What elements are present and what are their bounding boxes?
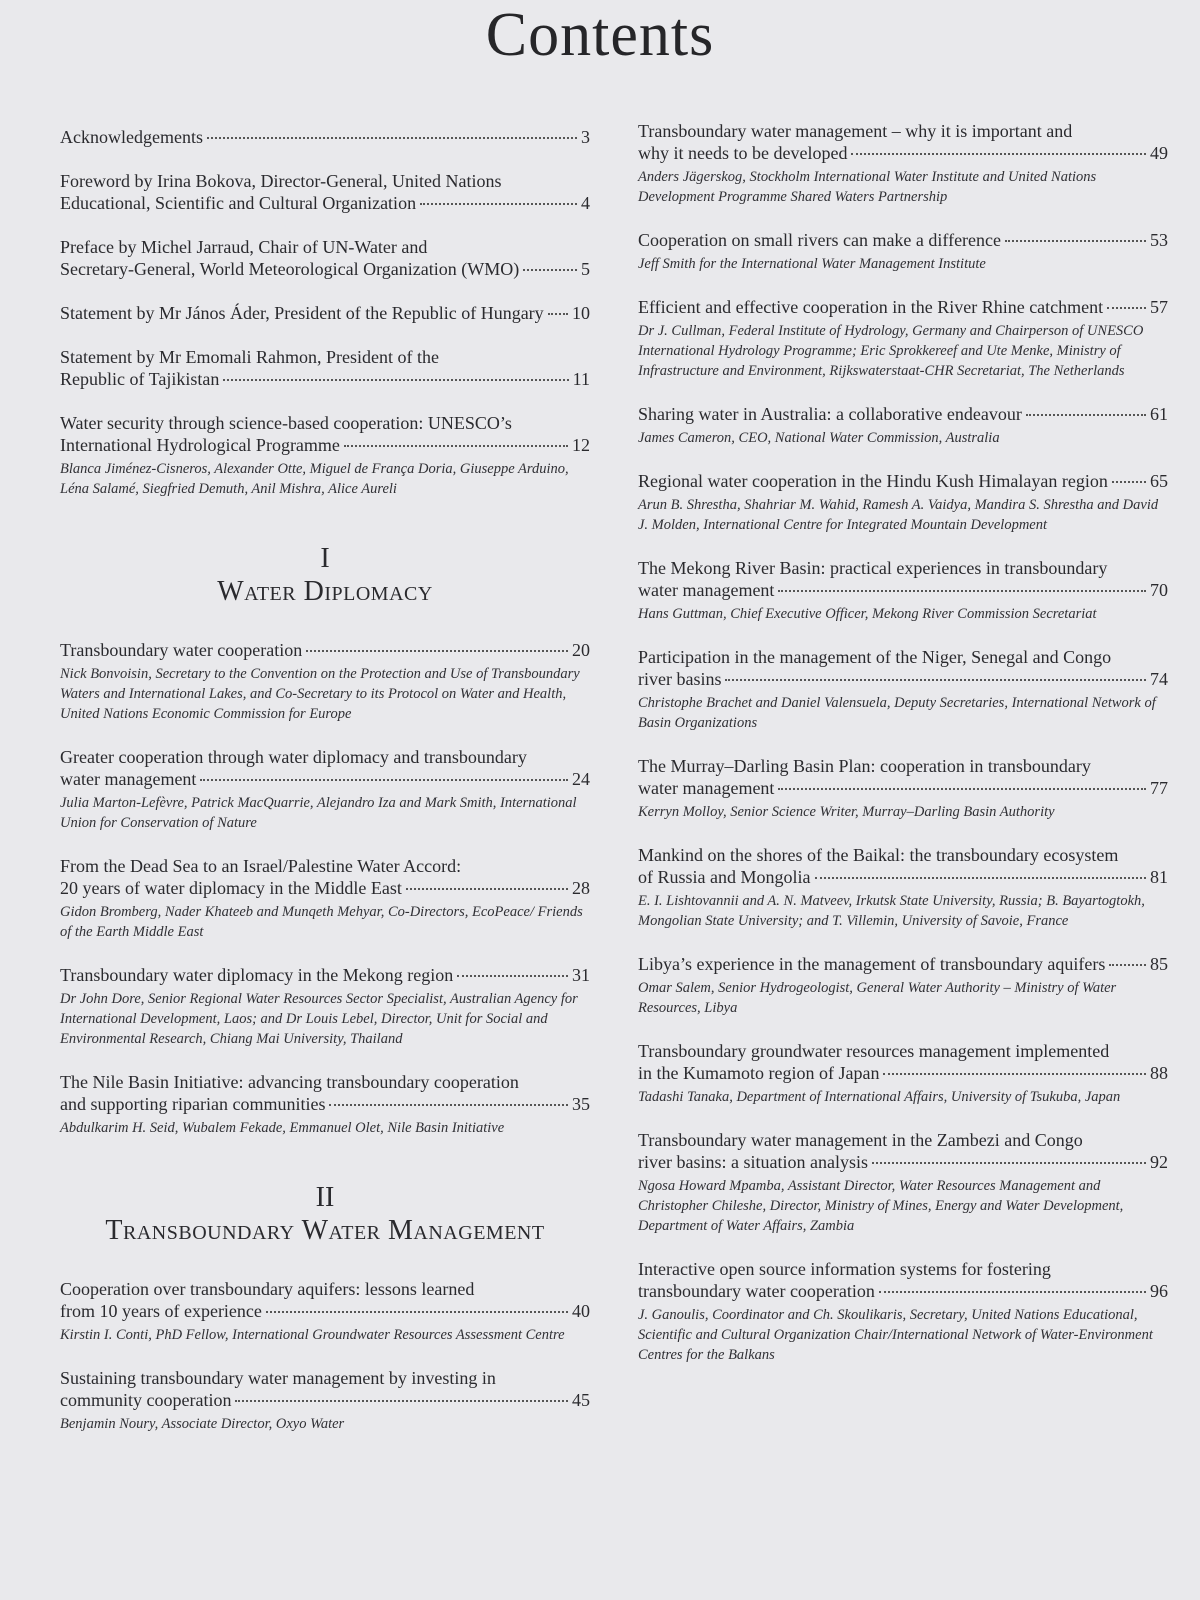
dot-leader (266, 1311, 568, 1313)
toc-entry[interactable] (638, 120, 1168, 207)
page-number: 24 (572, 769, 590, 789)
entry-title-line: Interactive open source information systems for fostering (638, 1259, 1051, 1279)
right-column (638, 120, 1168, 1387)
toc-entry[interactable] (638, 953, 1168, 1018)
section-name: Water Diplomacy (217, 576, 433, 607)
entry-title-last-line (638, 1280, 1168, 1302)
entry-title-line: Transboundary water management in the Zambezi and Congo (638, 1130, 1083, 1150)
dot-leader (523, 269, 577, 271)
entry-title-text: Transboundary water diplomacy in the Mekong region (60, 965, 454, 985)
entry-title-text: water management (60, 769, 197, 789)
entry-title-last-line (638, 668, 1168, 690)
entry-title-last-line (60, 1389, 590, 1411)
dot-leader (548, 313, 568, 315)
dot-leader (815, 877, 1147, 879)
dot-leader (883, 1073, 1146, 1075)
entry-authors: Christophe Brachet and Daniel Valensuela, Deputy Secretaries, International Network of Basin Organizations (638, 695, 1156, 731)
page-number: 20 (572, 640, 590, 660)
page-number: 10 (572, 303, 590, 323)
toc-entry[interactable] (638, 1258, 1168, 1365)
entry-title-line: Water security through science-based cooperation: UNESCO’s (60, 413, 512, 433)
entry-title-text: International Hydrological Programme (60, 435, 340, 455)
entry-title-text: water management (638, 580, 775, 600)
entry-title-last-line (60, 126, 590, 148)
entry-title-text: in the Kumamoto region of Japan (638, 1063, 880, 1083)
entry-title-text: 20 years of water diplomacy in the Middle East (60, 878, 402, 898)
page-number: 77 (1150, 778, 1168, 798)
entry-title-line: Foreword by Irina Bokova, Director-General, United Nations (60, 171, 502, 191)
entry-title-line: Preface by Michel Jarraud, Chair of UN-Water and (60, 237, 428, 257)
entry-title-last-line (60, 434, 590, 456)
entry-title-text: Sharing water in Australia: a collaborative endeavour (638, 404, 1022, 424)
dot-leader (420, 203, 577, 205)
entry-authors: E. I. Lishtovannii and A. N. Matveev, Irkutsk State University, Russia; B. Bayartogtokh, Mongolian State University; and T. Villemin, University of Savoie, France (638, 893, 1145, 929)
entry-authors: Kirstin I. Conti, PhD Fellow, International Groundwater Resources Assessment Centre (60, 1327, 565, 1343)
entry-title-text: Educational, Scientific and Cultural Organization (60, 193, 417, 213)
entry-title-text: and supporting riparian communities (60, 1094, 326, 1114)
entry-title-text: Cooperation on small rivers can make a difference (638, 230, 1002, 250)
toc-entry[interactable] (60, 302, 590, 324)
toc-entry[interactable] (638, 844, 1168, 931)
toc-entry[interactable] (60, 236, 590, 280)
toc-entry[interactable] (60, 1367, 590, 1434)
entry-authors: Jeff Smith for the International Water Management Institute (638, 256, 986, 272)
section-number: I (320, 543, 330, 574)
entry-title-text: Libya’s experience in the management of transboundary aquifers (638, 954, 1106, 974)
entry-title-line: Cooperation over transboundary aquifers: lessons learned (60, 1279, 475, 1299)
entry-title-last-line (638, 296, 1168, 318)
entry-title-line: The Murray–Darling Basin Plan: cooperation in transboundary (638, 756, 1091, 776)
toc-entry[interactable] (60, 126, 590, 148)
entry-title-text: of Russia and Mongolia (638, 867, 811, 887)
toc-entry[interactable] (60, 855, 590, 942)
dot-leader (235, 1400, 568, 1402)
entry-title-text: community cooperation (60, 1390, 232, 1410)
page-number: 57 (1150, 297, 1168, 317)
dot-leader (778, 788, 1146, 790)
entry-authors: Blanca Jiménez-Cisneros, Alexander Otte, Miguel de França Doria, Giuseppe Arduino, Léna Salamé, Siegfried Demuth, Anil Mishra, Alice Aureli (60, 461, 569, 497)
entry-title-last-line (60, 258, 590, 280)
dot-leader (725, 679, 1146, 681)
page-number: 85 (1150, 954, 1168, 974)
toc-entry[interactable] (60, 964, 590, 1049)
section-number: II (315, 1182, 335, 1213)
entry-title-text: Republic of Tajikistan (60, 369, 220, 389)
entry-title-last-line (60, 877, 590, 899)
entry-title-text: Statement by Mr János Áder, President of the Republic of Hungary (60, 303, 544, 323)
entry-title-last-line (638, 229, 1168, 251)
toc-entry[interactable] (60, 412, 590, 499)
page-number: 35 (572, 1094, 590, 1114)
entry-title-line: The Nile Basin Initiative: advancing transboundary cooperation (60, 1072, 519, 1092)
entry-authors: Tadashi Tanaka, Department of International Affairs, University of Tsukuba, Japan (638, 1089, 1121, 1105)
intro-entries (60, 126, 590, 499)
dot-leader (306, 650, 568, 652)
section1-entries (60, 639, 590, 1138)
entry-title-line: From the Dead Sea to an Israel/Palestine Water Accord: (60, 856, 462, 876)
page-number: 49 (1150, 143, 1168, 163)
entry-title-last-line (638, 142, 1168, 164)
dot-leader (329, 1104, 568, 1106)
entry-authors: Hans Guttman, Chief Executive Officer, Mekong River Commission Secretariat (638, 606, 1097, 622)
entry-authors: Ngosa Howard Mpamba, Assistant Director, Water Resources Management and Christopher Chileshe, Director, Ministry of Mines, Energy and Water Development, Department of Water Affairs, Zambia (638, 1178, 1124, 1234)
page-number: 65 (1150, 471, 1168, 491)
page-number: 5 (581, 259, 590, 279)
toc-entry[interactable] (60, 639, 590, 724)
entry-authors: Benjamin Noury, Associate Director, Oxyo Water (60, 1416, 345, 1432)
dot-leader (1107, 307, 1146, 309)
section-name: Transboundary Water Management (105, 1215, 545, 1246)
entry-authors: Abdulkarim H. Seid, Wubalem Fekade, Emmanuel Olet, Nile Basin Initiative (60, 1120, 505, 1136)
entry-title-last-line (638, 1062, 1168, 1084)
entry-authors: Arun B. Shrestha, Shahriar M. Wahid, Ramesh A. Vaidya, Mandira S. Shrestha and David J. Molden, International Centre for Integrated Mountain Development (638, 497, 1159, 533)
toc-entry[interactable] (638, 557, 1168, 624)
entry-title-last-line (638, 579, 1168, 601)
entry-title-last-line (638, 470, 1168, 492)
entry-authors: Anders Jägerskog, Stockholm International Water Institute and United Nations Development Programme Shared Waters Partnership (638, 169, 1097, 205)
dot-leader (457, 975, 568, 977)
entry-title-text: transboundary water cooperation (638, 1281, 875, 1301)
toc-entry[interactable] (638, 1040, 1168, 1107)
entry-title-text: river basins (638, 669, 722, 689)
entry-title-line: Greater cooperation through water diplomacy and transboundary (60, 747, 527, 767)
entry-title-last-line (60, 768, 590, 790)
dot-leader (851, 153, 1146, 155)
section-heading-1 (60, 543, 590, 609)
entry-authors: James Cameron, CEO, National Water Commission, Australia (638, 430, 1000, 446)
toc-entry[interactable] (638, 470, 1168, 535)
entry-title-text: Efficient and effective cooperation in the River Rhine catchment (638, 297, 1104, 317)
entry-title-line: Participation in the management of the Niger, Senegal and Congo (638, 647, 1112, 667)
dot-leader (1026, 414, 1146, 416)
entry-authors: Dr John Dore, Senior Regional Water Resources Sector Specialist, Australian Agency for International Development, Laos; and Dr Louis Lebel, Director, Unit for Social and Environmental Research, Chiang Mai University, Thailand (60, 991, 578, 1047)
toc-entry[interactable] (60, 1071, 590, 1138)
page-number: 96 (1150, 1281, 1168, 1301)
toc-entry[interactable] (60, 170, 590, 214)
dot-leader (344, 445, 568, 447)
entry-title-last-line (638, 777, 1168, 799)
page-number: 40 (572, 1301, 590, 1321)
page-number: 4 (581, 193, 590, 213)
entry-title-line: The Mekong River Basin: practical experiences in transboundary (638, 558, 1108, 578)
left-column (60, 126, 590, 1456)
toc-entry[interactable] (638, 229, 1168, 274)
entry-title-last-line (638, 953, 1168, 975)
entry-title-text: water management (638, 778, 775, 798)
entry-title-last-line (638, 403, 1168, 425)
toc-entry[interactable] (638, 755, 1168, 822)
entry-authors: J. Ganoulis, Coordinator and Ch. Skoulikaris, Secretary, United Nations Educational, Scientific and Cultural Organization Chair/International Network of Water-Environment Centres for the Balkans (638, 1307, 1153, 1363)
dot-leader (778, 590, 1146, 592)
entry-title-line: Sustaining transboundary water management by investing in (60, 1368, 496, 1388)
toc-entry[interactable] (638, 1129, 1168, 1236)
entry-title-last-line (60, 639, 590, 661)
entry-title-text: from 10 years of experience (60, 1301, 262, 1321)
entry-authors: Dr J. Cullman, Federal Institute of Hydrology, Germany and Chairperson of UNESCO International Hydrology Programme; Eric Sprokkereef and Ute Menke, Ministry of Infrastructure and Environment, Rijkswaterstaat-CHR Secretariat, The Netherlands (638, 323, 1144, 379)
page-number: 45 (572, 1390, 590, 1410)
dot-leader (1112, 481, 1146, 483)
dot-leader (879, 1291, 1146, 1293)
page-number: 3 (581, 127, 590, 147)
dot-leader (200, 779, 568, 781)
entry-title-last-line (638, 866, 1168, 888)
entry-title-line: Transboundary groundwater resources management implemented (638, 1041, 1110, 1061)
dot-leader (872, 1162, 1146, 1164)
entry-authors: Julia Marton-Lefèvre, Patrick MacQuarrie, Alejandro Iza and Mark Smith, International Union for Conservation of Nature (60, 795, 577, 831)
toc-entry[interactable] (60, 346, 590, 390)
entry-title-last-line (638, 1151, 1168, 1173)
section2-entries (60, 1278, 590, 1434)
page-title: Contents (485, 1, 715, 69)
page-number: 61 (1150, 404, 1168, 424)
entry-title-text: Acknowledgements (60, 127, 203, 147)
page-number: 92 (1150, 1152, 1168, 1172)
entry-title-text: Transboundary water cooperation (60, 640, 303, 660)
page-number: 12 (572, 435, 590, 455)
dot-leader (207, 137, 577, 139)
entry-authors: Kerryn Molloy, Senior Science Writer, Murray–Darling Basin Authority (638, 804, 1055, 820)
page-number: 81 (1150, 867, 1168, 887)
page-number: 28 (572, 878, 590, 898)
entry-title-text: why it needs to be developed (638, 143, 848, 163)
entry-authors: Nick Bonvoisin, Secretary to the Convention on the Protection and Use of Transboundary Waters and International Lakes, and Co-Secretary to its Protocol on Water and Health, United Nations Economic Commission for Europe (60, 666, 580, 722)
entry-title-last-line (60, 1300, 590, 1322)
section-heading-2 (60, 1182, 590, 1248)
entry-title-text: Secretary-General, World Meteorological Organization (WMO) (60, 259, 520, 279)
page-number: 11 (572, 369, 590, 389)
entry-authors: Omar Salem, Senior Hydrogeologist, General Water Authority – Ministry of Water Resources, Libya (638, 980, 1117, 1016)
entry-title-last-line (60, 964, 590, 986)
right-entries (638, 120, 1168, 1365)
page-number: 88 (1150, 1063, 1168, 1083)
entry-title-text: river basins: a situation analysis (638, 1152, 868, 1172)
dot-leader (1109, 964, 1146, 966)
toc-entry[interactable] (60, 1278, 590, 1345)
toc-entry[interactable] (638, 403, 1168, 448)
dot-leader (223, 379, 568, 381)
toc-entry[interactable] (60, 746, 590, 833)
entry-title-line: Mankind on the shores of the Baikal: the transboundary ecosystem (638, 845, 1119, 865)
entry-title-line: Statement by Mr Emomali Rahmon, President of the (60, 347, 439, 367)
page-number: 70 (1150, 580, 1168, 600)
entry-title-line: Transboundary water management – why it is important and (638, 121, 1073, 141)
entry-title-text: Regional water cooperation in the Hindu Kush Himalayan region (638, 471, 1108, 491)
entry-title-last-line (60, 1093, 590, 1115)
page-number: 31 (572, 965, 590, 985)
toc-entry[interactable] (638, 296, 1168, 381)
page-number: 53 (1150, 230, 1168, 250)
dot-leader (1005, 240, 1146, 242)
entry-title-last-line (60, 192, 590, 214)
toc-entry[interactable] (638, 646, 1168, 733)
entry-title-last-line (60, 368, 590, 390)
entry-authors: Gidon Bromberg, Nader Khateeb and Munqeth Mehyar, Co-Directors, EcoPeace/ Friends of the Earth Middle East (60, 904, 583, 940)
entry-title-last-line (60, 302, 590, 324)
dot-leader (406, 888, 568, 890)
page-number: 74 (1150, 669, 1168, 689)
